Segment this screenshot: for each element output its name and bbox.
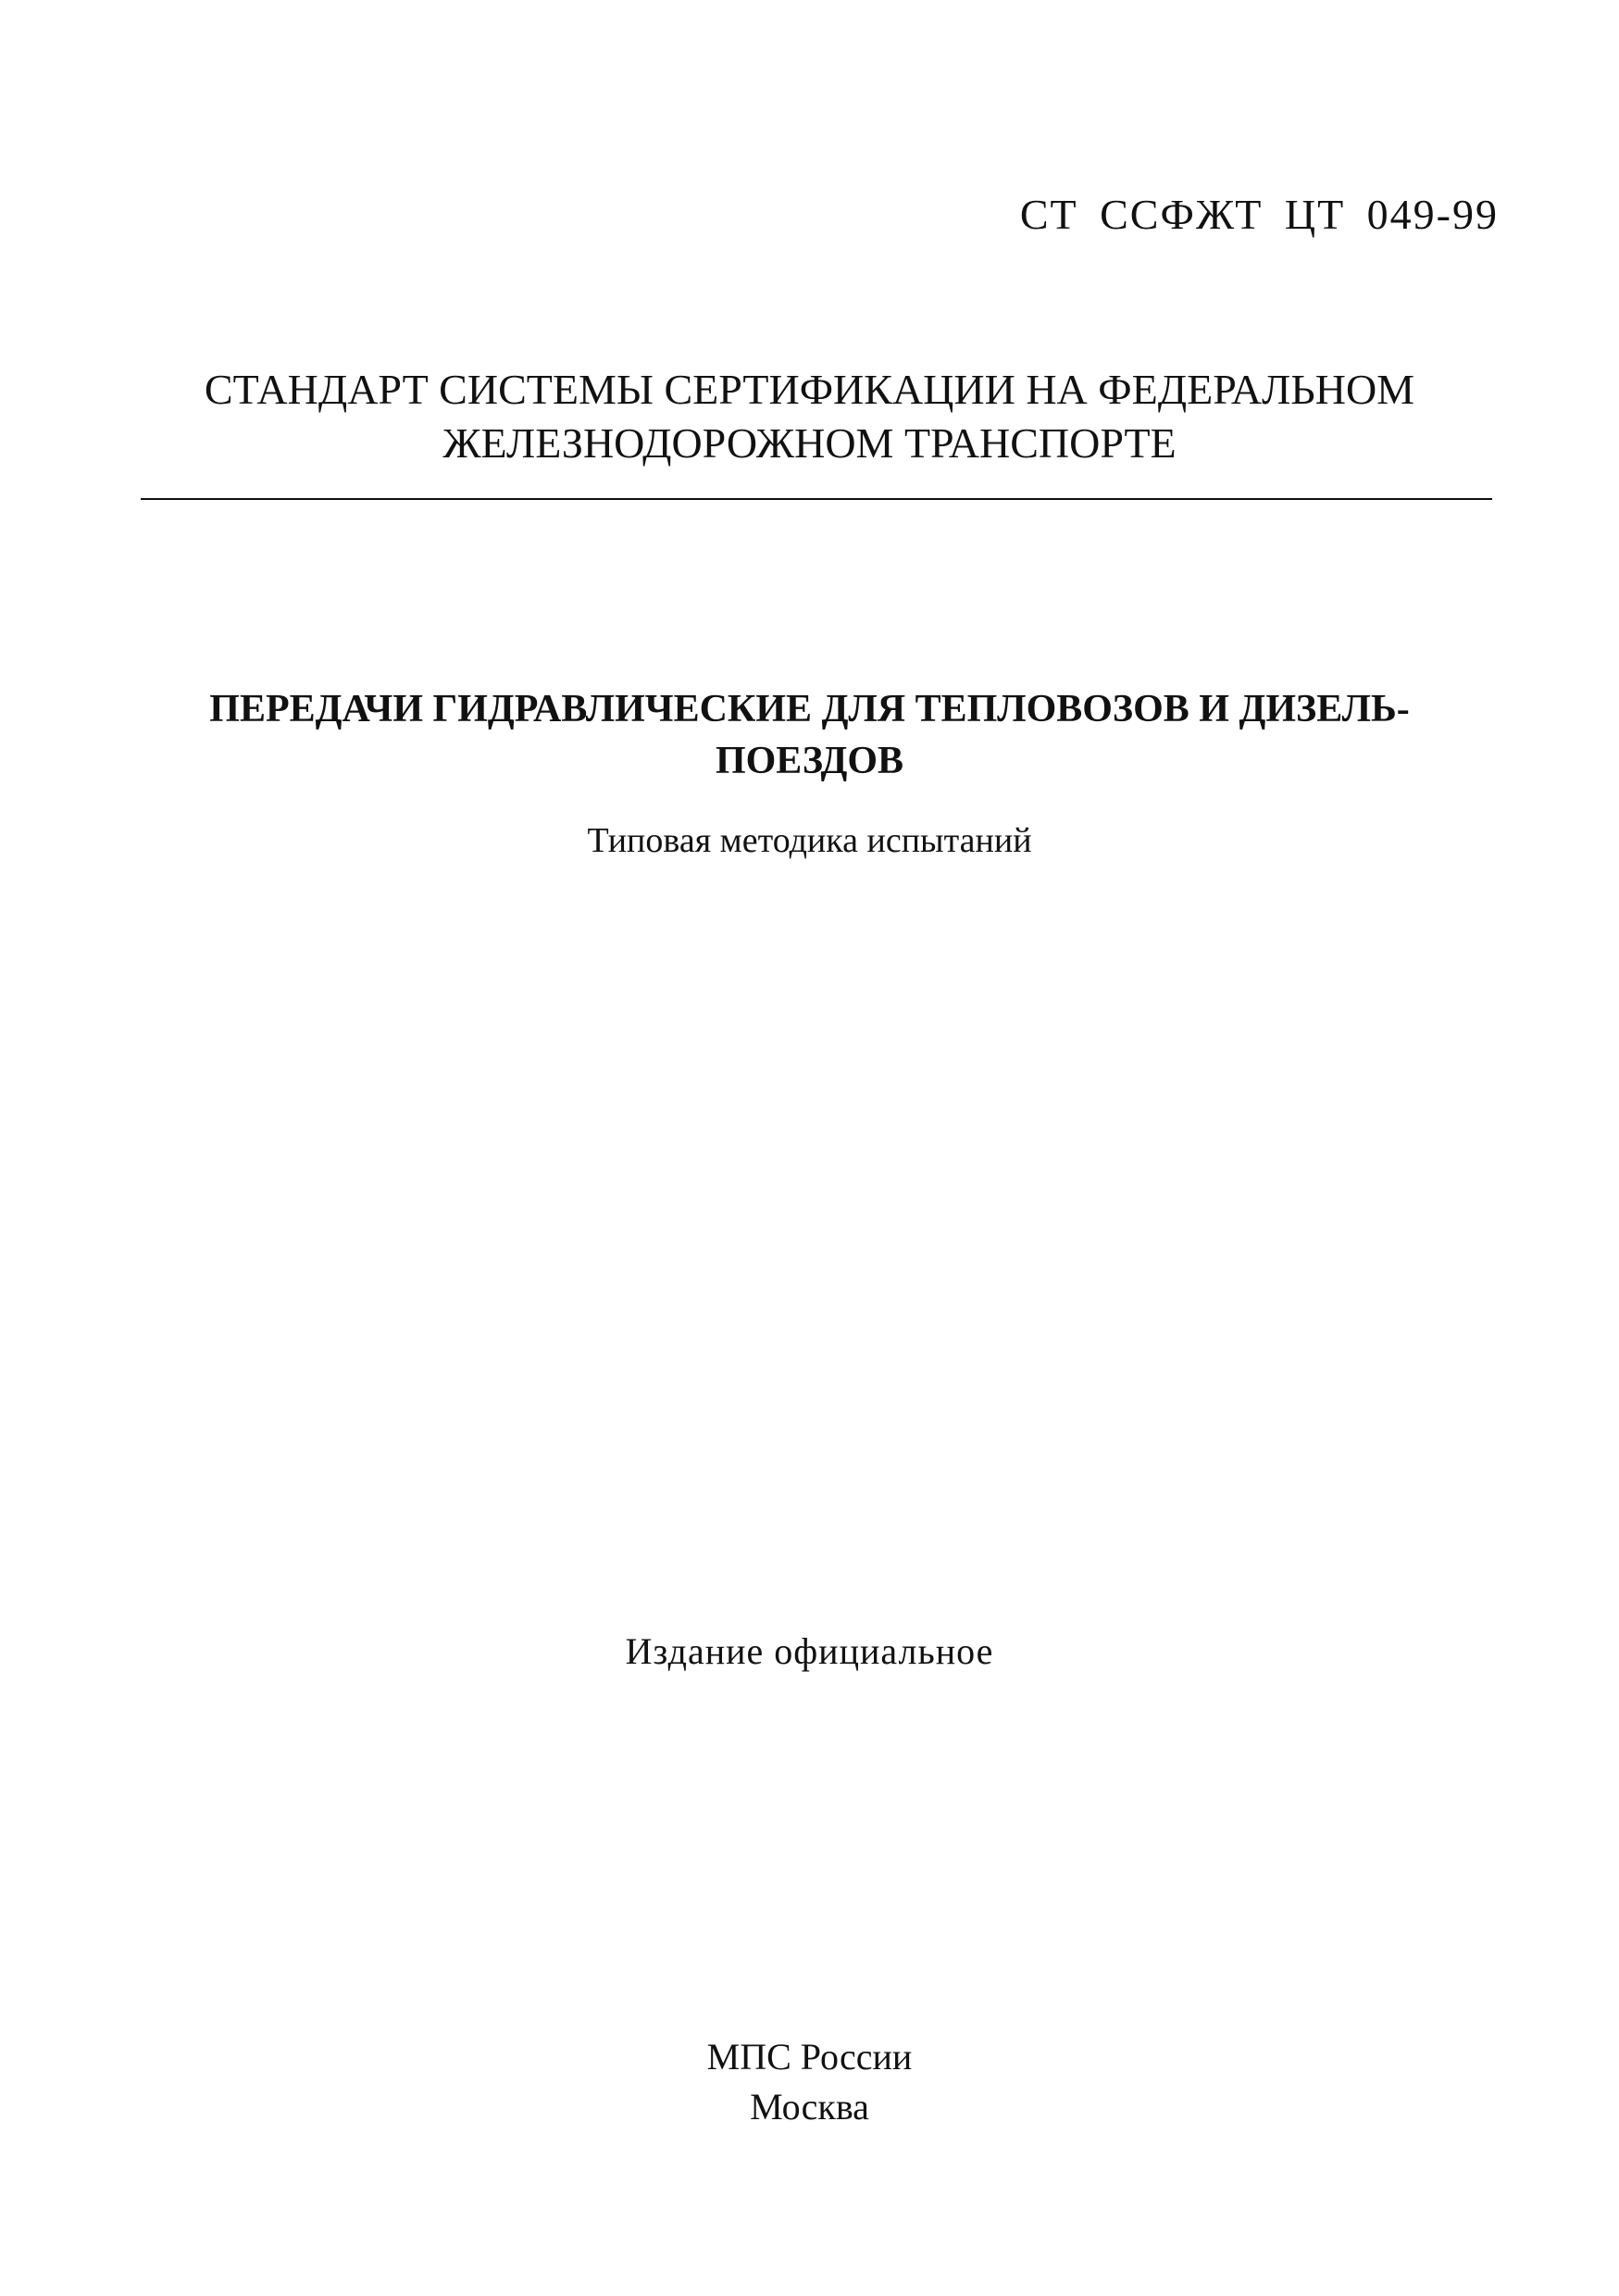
edition-label: Издание официальное (625, 1630, 994, 1672)
main-title-line-2: ПОЕЗДОВ (715, 740, 904, 782)
standard-title (0, 363, 1619, 470)
publisher-block (0, 2032, 1619, 2132)
main-title (0, 683, 1619, 787)
publisher-city: Москва (750, 2086, 869, 2128)
horizontal-rule (141, 498, 1492, 500)
main-title-line-1: ПЕРЕДАЧИ ГИДРАВЛИЧЕСКИЕ ДЛЯ ТЕПЛОВОЗОВ И ДИЗЕЛЬ- (209, 688, 1410, 730)
document-code: СТ ССФЖТ ЦТ 049-99 (1019, 191, 1499, 238)
standard-title-line-1: СТАНДАРТ СИСТЕМЫ СЕРТИФИКАЦИИ НА ФЕДЕРАЛЬНОМ (204, 366, 1415, 413)
publisher-name: МПС России (706, 2036, 913, 2078)
subtitle: Типовая методика испытаний (587, 821, 1032, 860)
standard-title-line-2: ЖЕЛЕЗНОДОРОЖНОМ ТРАНСПОРТЕ (442, 419, 1177, 467)
